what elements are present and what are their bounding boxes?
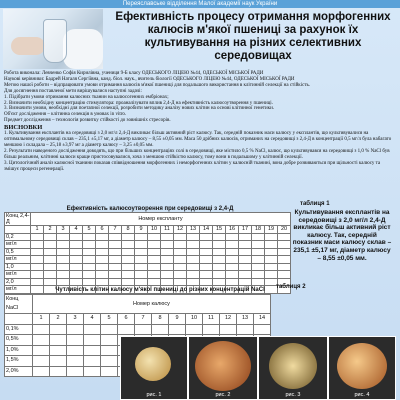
- table1-cell: [265, 256, 278, 264]
- table1-cell: [31, 256, 44, 264]
- conclusion-2: 2. Результати наведеного дослідження доводять, що при більших концентраціях солі в середовищі, яке містило 0,5 % NaCl, калюс, що культивувався на середовищі з 1,0 % NaCl був більш реальним, клітинні калюси краще пристосовувалися, хоча з меншою стійкістю калюсу, тому вони в подальшому у клітинній селекції.: [4, 148, 390, 160]
- table2-cell: [67, 366, 84, 377]
- table1-cell: [226, 263, 239, 271]
- table1-cell: [278, 271, 291, 279]
- table1-cell: [252, 278, 265, 286]
- table2-cell: [169, 324, 186, 335]
- table1-cell: [122, 271, 135, 279]
- hand-shape: [11, 37, 45, 55]
- table1-cell: [187, 248, 200, 256]
- table1-cell: [122, 233, 135, 241]
- table2-cell: [101, 335, 118, 346]
- table1-cell: [239, 241, 252, 249]
- table1-cell: [70, 241, 83, 249]
- table1-number-row: [5, 226, 291, 234]
- table2-col-number: 13: [237, 314, 254, 325]
- table2-col-number: 4: [84, 314, 101, 325]
- table2-cell: [33, 345, 50, 356]
- table1-cell: [70, 256, 83, 264]
- table2-cell: [33, 356, 50, 367]
- table1-cell: [174, 241, 187, 249]
- table1-cell: [265, 263, 278, 271]
- table1-cell: [187, 263, 200, 271]
- table1-cell: [148, 278, 161, 286]
- table2-cell: [254, 324, 271, 335]
- photo-caption: рис. 4: [354, 392, 370, 398]
- table1-cell: [174, 271, 187, 279]
- table1-cell: [70, 263, 83, 271]
- table1-cell: [278, 248, 291, 256]
- table1-cell: [44, 241, 57, 249]
- table1-cell: [213, 256, 226, 264]
- supervisor-line: Наукові керівники: Бадрей Наталя Сергіївна, канд. біол. наук., вчитель біології ОДЕСЬКОГО ЛІЦЕЮ №44, ОДЕСЬКОЇ МІСЬКОЇ РАДИ: [4, 76, 295, 82]
- table1-unit-row: [5, 241, 291, 249]
- table1-cell: [252, 271, 265, 279]
- table2-number-row: [5, 314, 271, 325]
- photo-caption: рис. 3: [285, 392, 301, 398]
- table1-cell: [252, 263, 265, 271]
- table1-col-header: Номер експланту: [31, 213, 291, 226]
- table1-cell: [96, 233, 109, 241]
- table2-cell: [33, 324, 50, 335]
- organization-banner: Переяславське відділення Малої академії наук України: [0, 0, 400, 8]
- table1-cell: [70, 248, 83, 256]
- table2-cell: [84, 345, 101, 356]
- table1-cell: [135, 256, 148, 264]
- table2-col-number: 12: [220, 314, 237, 325]
- table1-col-number: 14: [200, 226, 213, 234]
- table2-cell: [50, 335, 67, 346]
- table1-col-number: 8: [122, 226, 135, 234]
- table2-row-label: 1,5%: [5, 356, 33, 367]
- table1-cell: [239, 248, 252, 256]
- table2-col-number: 1: [33, 314, 50, 325]
- lab-coat-shape: [63, 29, 103, 69]
- table1-cell: [187, 271, 200, 279]
- table1-cell: [200, 233, 213, 241]
- table2-cell: [118, 324, 135, 335]
- table1-cell: [200, 263, 213, 271]
- callus-table-1: [4, 212, 291, 294]
- table1-cell: [213, 271, 226, 279]
- table2-cell: [101, 366, 118, 377]
- table1-col-number: 2: [44, 226, 57, 234]
- table1-col-number: 19: [265, 226, 278, 234]
- table2-cell: [237, 324, 254, 335]
- table1-row-label: 0,5: [5, 248, 31, 256]
- table1-cell: [226, 233, 239, 241]
- table2-header-row: [5, 295, 271, 314]
- table2-cell: [67, 345, 84, 356]
- table1-cell: [187, 241, 200, 249]
- table1-unit-row: [5, 256, 291, 264]
- table2-col-number: 9: [169, 314, 186, 325]
- table1-row-unit: мг/л: [5, 241, 31, 249]
- table2-cell: [50, 345, 67, 356]
- table1-cell: [252, 233, 265, 241]
- table1-cell: [83, 263, 96, 271]
- table1-cell: [148, 241, 161, 249]
- table1-cell: [278, 241, 291, 249]
- tasks-intro: Для досягнення поставленої мети вирішувалися наступні задачі:: [4, 88, 142, 94]
- table1-cell: [44, 256, 57, 264]
- table2-cell: [135, 324, 152, 335]
- table1-cell: [161, 241, 174, 249]
- table2-cell: [84, 335, 101, 346]
- table1-cell: [70, 233, 83, 241]
- table1-row-label: 2,0: [5, 278, 31, 286]
- table2-cell: [101, 345, 118, 356]
- table1-cell: [161, 271, 174, 279]
- table1-cell: [226, 278, 239, 286]
- task-2: 2. Визначити необхідну концентрацію стимулятора: проаналізувати вплив 2,4-Д на ефективність калюсоутворення у пшениці.: [4, 100, 273, 106]
- table1-col-number: 20: [278, 226, 291, 234]
- table1-col-number: 17: [239, 226, 252, 234]
- table1-cell: [31, 248, 44, 256]
- table1-cell: [174, 256, 187, 264]
- table1-cell: [31, 271, 44, 279]
- table1-cell: [239, 278, 252, 286]
- table2-cell: [101, 356, 118, 367]
- table1-cell: [278, 233, 291, 241]
- table2-label: таблиця 2: [276, 284, 306, 290]
- table1-cell: [96, 256, 109, 264]
- table1-cell: [226, 248, 239, 256]
- table1-cell: [174, 278, 187, 286]
- table1-cell: [148, 248, 161, 256]
- table1-cell: [187, 233, 200, 241]
- callus-photos: [120, 336, 396, 398]
- poster-body: [4, 71, 396, 173]
- table2-col-number: 10: [186, 314, 203, 325]
- table1-cell: [83, 278, 96, 286]
- table1-cell: [252, 241, 265, 249]
- table1-cell: [252, 248, 265, 256]
- table1-empty-cell: [5, 226, 31, 234]
- table1-cell: [187, 278, 200, 286]
- table1-row-label: 0,2: [5, 233, 31, 241]
- table1-cell: [278, 263, 291, 271]
- table2-cell: [84, 356, 101, 367]
- table1-cell: [239, 233, 252, 241]
- table1-cell: [44, 278, 57, 286]
- table1-col-number: 18: [252, 226, 265, 234]
- table1-cell: [109, 271, 122, 279]
- table1-cell: [174, 248, 187, 256]
- table1-cell: [83, 256, 96, 264]
- table1-col-number: 4: [70, 226, 83, 234]
- table1-cell: [122, 263, 135, 271]
- table1-cell: [96, 241, 109, 249]
- table2-col-number: 11: [203, 314, 220, 325]
- table2-col-header: Номер калюсу: [33, 295, 271, 314]
- table1-cell: [70, 278, 83, 286]
- subject-line: Предмет дослідження – технологія розвитку стійкості до зовнішніх стресорів.: [4, 118, 171, 124]
- table1-cell: [83, 271, 96, 279]
- task-3: 3. Визначити умови, необхідні для поетапної селекції, розробити методику аналізу нових клітин на основі клітинної генетики.: [4, 106, 275, 112]
- table1-cell: [31, 233, 44, 241]
- table2-cell: [186, 324, 203, 335]
- table1-cell: [57, 263, 70, 271]
- goal-line: Метою нашої роботи – відпрацювати умови отримання калюсів м'якої пшениці для подальшого використання в клітинній селекції на стійкість.: [4, 82, 311, 88]
- table1-col-number: 16: [226, 226, 239, 234]
- table1-cell: [200, 271, 213, 279]
- callus-image: [269, 343, 317, 389]
- table1-title: Ефективність калюсоутворення при середовищі з 2,4-Д: [66, 206, 234, 212]
- table1-cell: [44, 248, 57, 256]
- callus-image: [195, 341, 251, 391]
- table1-cell: [83, 241, 96, 249]
- callus-image: [337, 343, 387, 389]
- task-1: 1. Підібрати умови отримання калюсних тканин на калюсогенних ембріонах;: [4, 94, 169, 100]
- table1-cell: [226, 256, 239, 264]
- table1-cell: [122, 278, 135, 286]
- table2-col-number: 14: [254, 314, 271, 325]
- table1-cell: [239, 256, 252, 264]
- table2-cell: [50, 324, 67, 335]
- callus-image: [135, 347, 171, 381]
- photo-2: [188, 336, 258, 400]
- table1-cell: [44, 233, 57, 241]
- table1-cell: [83, 233, 96, 241]
- table1-cell: [200, 278, 213, 286]
- photo-caption: рис. 1: [146, 392, 162, 398]
- table1-cell: [226, 271, 239, 279]
- photo-4: [328, 336, 396, 400]
- table1-cell: [187, 256, 200, 264]
- table1-col-number: 10: [148, 226, 161, 234]
- table2-cell: [50, 356, 67, 367]
- table1-cell: [174, 233, 187, 241]
- table1-cell: [148, 233, 161, 241]
- conclusion-3: 3. Цитологічний аналіз калюсної тканини показав співвідношення морфогенних і неморфогенних клітин у калюсній тканині, вона добре розвиваються при щільності калюсу та змішує процеси регенерації.: [4, 160, 381, 172]
- table1-cell: [96, 248, 109, 256]
- table1-cell: [226, 241, 239, 249]
- conclusions-heading: ВИСНОВКИ: [4, 124, 43, 132]
- table1-corner: Конц 2,4-Д: [6, 213, 30, 225]
- table1-cell: [57, 248, 70, 256]
- conclusion-1: 1. Культивування експлантів на середовищі з 2,0 мг/л 2,4-Д викликає більш активний ріст калюсу. Так, середній показник маси калюсу у експлантів, що культивувалися на оптимальному середовищі склав – 235,1 ±5,17 мг, а діаметр калюсу – 8,55 ±0,05 мм. Маса 50 дрібних калюсів, отриманих на середовищі з 2,4-Д в концентрації 0,5 мг/л була набагато меншою і складала – 25,18 ±3,97 мг а діаметр калюсу – 3,25 ±0,05 мм.: [4, 131, 392, 148]
- table1-col-number: 1: [31, 226, 44, 234]
- table1-cell: [122, 248, 135, 256]
- lab-photo: [3, 9, 103, 69]
- table1-cell: [213, 233, 226, 241]
- table1-header-row: [5, 213, 291, 226]
- table2-col-number: 7: [135, 314, 152, 325]
- table1-cell: [213, 248, 226, 256]
- table1-cell: [96, 263, 109, 271]
- table1-cell: [265, 271, 278, 279]
- table1-row-unit: мг/л: [5, 256, 31, 264]
- table1-cell: [57, 241, 70, 249]
- table1-col-number: 5: [83, 226, 96, 234]
- table1-cell: [122, 241, 135, 249]
- table2-cell: [152, 324, 169, 335]
- table1-cell: [135, 248, 148, 256]
- table1-cell: [109, 263, 122, 271]
- table1-cell: [44, 271, 57, 279]
- table1-cell: [70, 271, 83, 279]
- table1-unit-row: [5, 271, 291, 279]
- table2-cell: [50, 366, 67, 377]
- table1-cell: [122, 256, 135, 264]
- table1-cell: [161, 233, 174, 241]
- flask-icon: [43, 19, 67, 63]
- table1-cell: [213, 263, 226, 271]
- table1-label: таблиця 1: [300, 201, 330, 207]
- table1-cell: [252, 256, 265, 264]
- table1-row-unit: мг/л: [5, 271, 31, 279]
- table1-cell: [57, 256, 70, 264]
- table1-row: [5, 248, 291, 256]
- table2-col-number: 6: [118, 314, 135, 325]
- table1-cell: [148, 263, 161, 271]
- table1-row: [5, 263, 291, 271]
- table2-cell: [33, 335, 50, 346]
- table2-row-label: 2,0%: [5, 366, 33, 377]
- table1-cell: [161, 256, 174, 264]
- table2-row-label: 1,0%: [5, 345, 33, 356]
- table1-cell: [83, 248, 96, 256]
- photo-3: [258, 336, 328, 400]
- table2-cell: [84, 324, 101, 335]
- table2-cell: [101, 324, 118, 335]
- table2-corner: Конц NaCl: [5, 295, 33, 314]
- table1-cell: [239, 263, 252, 271]
- table1-col-number: 13: [187, 226, 200, 234]
- photo-caption: рис. 2: [215, 392, 231, 398]
- table2-col-number: 2: [50, 314, 67, 325]
- table1-col-number: 12: [174, 226, 187, 234]
- table1-cell: [57, 233, 70, 241]
- table1-col-number: 7: [109, 226, 122, 234]
- table1-summary: Культивування експлантів на середовищі з 2,0 мг/л 2,4-Д викликає більш активний ріст калюсу. Так, середній показник маси калюсу склав – 235,1 ±5,17 мг, діаметр калюсу – 8,55 ±0,05 мм.: [292, 209, 392, 262]
- table1-cell: [109, 278, 122, 286]
- table1-col-number: 15: [213, 226, 226, 234]
- table1-cell: [161, 263, 174, 271]
- table2-cell: [67, 356, 84, 367]
- table1-col-number: 9: [135, 226, 148, 234]
- table1-cell: [31, 278, 44, 286]
- table2-cell: [67, 324, 84, 335]
- table1-cell: [96, 271, 109, 279]
- table1-cell: [213, 241, 226, 249]
- table1-cell: [200, 241, 213, 249]
- author-line: Робота виконала: Левченко Софія Кирилівна, учениця 9-Б класу ОДЕСЬКОГО ЛІЦЕЮ №44, ОДЕСЬКОЇ МІСЬКОЇ РАДИ: [4, 71, 264, 76]
- table2-cell: [67, 335, 84, 346]
- table1-cell: [161, 278, 174, 286]
- table2-cell: [33, 366, 50, 377]
- table1-cell: [278, 256, 291, 264]
- table2-cell: [220, 324, 237, 335]
- table1-cell: [265, 233, 278, 241]
- table2-cell: [203, 324, 220, 335]
- table2-title: Чутливість клітин калюсу м'якої пшениці до різних концентрацій NaCl: [55, 287, 265, 293]
- table2-row-label: 0,1%: [5, 324, 33, 335]
- table2-row-label: 0,5%: [5, 335, 33, 346]
- table1-cell: [135, 263, 148, 271]
- table1-cell: [57, 278, 70, 286]
- table1-cell: [44, 263, 57, 271]
- table1-row: [5, 278, 291, 286]
- table1-cell: [200, 256, 213, 264]
- table1-cell: [148, 271, 161, 279]
- table1-cell: [265, 248, 278, 256]
- table2-empty-cell: [5, 314, 33, 325]
- table2-row: [5, 324, 271, 335]
- table1-cell: [96, 278, 109, 286]
- table1-cell: [174, 263, 187, 271]
- table1-cell: [109, 248, 122, 256]
- table2-col-number: 8: [152, 314, 169, 325]
- table1-col-number: 11: [161, 226, 174, 234]
- table1-cell: [135, 271, 148, 279]
- table1-row-label: 1,0: [5, 263, 31, 271]
- table2-cell: [84, 366, 101, 377]
- table1-cell: [109, 256, 122, 264]
- table1-cell: [200, 248, 213, 256]
- table1-cell: [57, 271, 70, 279]
- table1-cell: [239, 271, 252, 279]
- table1-cell: [135, 233, 148, 241]
- table1-cell: [148, 256, 161, 264]
- table1-cell: [135, 278, 148, 286]
- table1-cell: [31, 241, 44, 249]
- table1-cell: [135, 241, 148, 249]
- table1-row: [5, 233, 291, 241]
- table1-cell: [213, 278, 226, 286]
- table1-cell: [161, 248, 174, 256]
- table2-col-number: 5: [101, 314, 118, 325]
- table1-col-number: 3: [57, 226, 70, 234]
- table2-col-number: 3: [67, 314, 84, 325]
- table1-row-unit: мг/л: [5, 286, 31, 294]
- table1-cell: [31, 263, 44, 271]
- table1-cell: [109, 241, 122, 249]
- photo-1: [120, 336, 188, 400]
- object-line: Об'єкт дослідження – клітинна селекція в умовах in vitro.: [4, 112, 127, 118]
- table1-cell: [109, 233, 122, 241]
- table1-col-number: 6: [96, 226, 109, 234]
- poster-title: Ефективність процесу отримання морфогенних калюсів м'якої пшениці за рахунок їх культивування на різних селективних середовищах: [115, 11, 391, 62]
- table1-cell: [265, 241, 278, 249]
